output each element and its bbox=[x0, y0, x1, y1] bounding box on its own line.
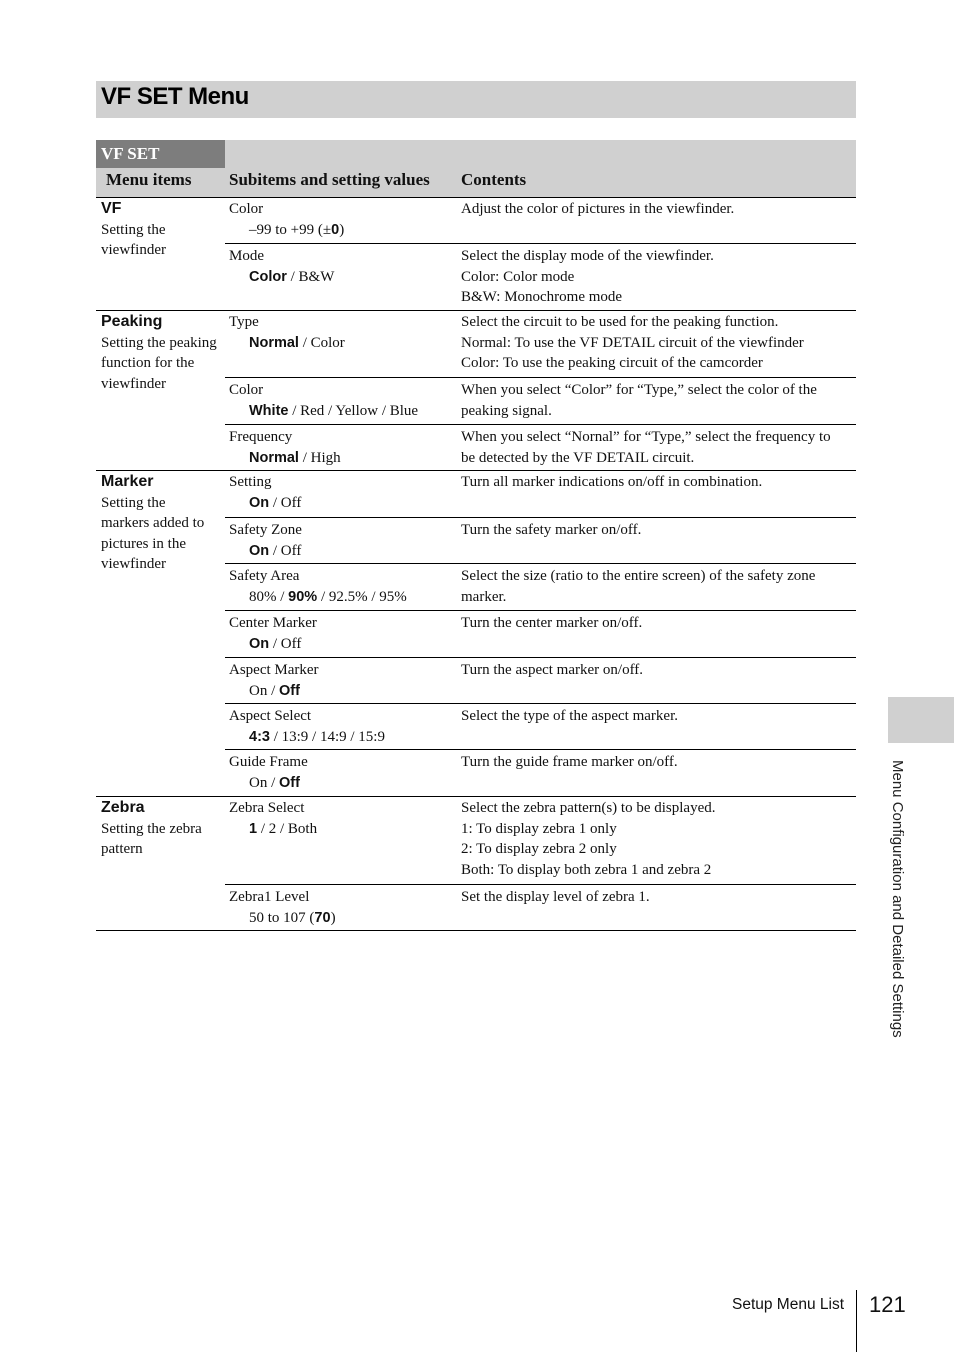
subitem-cell bbox=[229, 613, 454, 654]
menu-item-description: Setting the bbox=[101, 494, 166, 511]
menu-item-description: viewfinder bbox=[101, 375, 166, 392]
default-setting-value: 4:3 bbox=[249, 728, 270, 745]
menu-item-description: function for the bbox=[101, 355, 195, 371]
default-setting-value: Off bbox=[279, 774, 300, 791]
menu-item-description: pattern bbox=[101, 841, 143, 857]
menu-group bbox=[96, 197, 856, 311]
subitem-name: Zebra1 Level bbox=[229, 889, 310, 905]
menu-item-cell bbox=[101, 199, 223, 261]
subitem-cell bbox=[229, 312, 454, 353]
contents-line: marker. bbox=[461, 588, 507, 605]
table-row bbox=[225, 243, 856, 311]
setting-value: / Off bbox=[269, 494, 302, 511]
contents-cell bbox=[461, 752, 856, 773]
setting-value: ) bbox=[339, 221, 345, 238]
table-row bbox=[225, 563, 856, 611]
contents-cell bbox=[461, 246, 856, 308]
contents-line: Turn the safety marker on/off. bbox=[461, 522, 642, 538]
subitem-cell bbox=[229, 752, 454, 793]
menu-item-name: Peaking bbox=[101, 313, 163, 330]
contents-cell bbox=[461, 566, 856, 607]
default-setting-value: 70 bbox=[314, 909, 331, 926]
contents-line: B&W: Monochrome mode bbox=[461, 289, 623, 305]
contents-cell bbox=[461, 613, 856, 634]
contents-line: Turn the guide frame marker on/off. bbox=[461, 754, 678, 770]
setting-value: On / bbox=[249, 774, 279, 791]
setting-value: –99 to +99 (± bbox=[249, 221, 332, 238]
contents-line: Select the display mode of the viewfinder. bbox=[461, 248, 714, 264]
setting-values bbox=[229, 908, 454, 929]
contents-cell bbox=[461, 427, 856, 468]
contents-cell bbox=[461, 199, 856, 220]
contents-line: peaking signal. bbox=[461, 402, 552, 419]
contents-cell bbox=[461, 660, 856, 681]
default-setting-value: Normal bbox=[249, 334, 299, 351]
subitem-name: Zebra Select bbox=[229, 800, 305, 816]
menu-item-description: viewfinder bbox=[101, 242, 166, 258]
setting-value: / 2 / Both bbox=[257, 820, 318, 837]
setting-values bbox=[229, 541, 454, 562]
menu-item-description: pictures in the bbox=[101, 535, 186, 552]
table-row bbox=[225, 517, 856, 564]
contents-line: Turn the center marker on/off. bbox=[461, 615, 643, 631]
contents-line: Color: Color mode bbox=[461, 268, 575, 285]
contents-cell bbox=[461, 706, 856, 727]
subitem-name: Type bbox=[229, 314, 259, 330]
menu-item-cell bbox=[101, 798, 223, 860]
subitem-cell bbox=[229, 472, 454, 513]
menu-item-cell bbox=[101, 312, 223, 394]
title-bar bbox=[96, 81, 856, 118]
setting-values bbox=[229, 401, 454, 422]
page-title: VF SET Menu bbox=[101, 83, 249, 110]
subitem-name: Frequency bbox=[229, 429, 293, 445]
subitem-cell bbox=[229, 380, 454, 421]
footer-section-label: Setup Menu List bbox=[731, 1296, 844, 1313]
setting-value: / Off bbox=[269, 542, 302, 559]
contents-line: Turn all marker indications on/off in combination. bbox=[461, 474, 763, 490]
menu-group bbox=[96, 310, 856, 471]
setting-value: ) bbox=[330, 909, 336, 926]
subitem-cell bbox=[229, 706, 454, 747]
contents-cell bbox=[461, 887, 856, 908]
menu-item-name: Marker bbox=[101, 473, 154, 490]
setting-value: / 13:9 / 14:9 / 15:9 bbox=[269, 728, 385, 745]
subitem-cell bbox=[229, 887, 454, 928]
contents-line: Select the type of the aspect marker. bbox=[461, 708, 678, 724]
subitem-name: Mode bbox=[229, 248, 264, 264]
table-row bbox=[225, 884, 856, 931]
setting-values bbox=[229, 681, 454, 702]
menu-group bbox=[96, 796, 856, 931]
table-header bbox=[96, 140, 856, 198]
subitem-name: Aspect Select bbox=[229, 708, 312, 724]
subitem-cell bbox=[229, 660, 454, 701]
table-row bbox=[225, 703, 856, 750]
column-header-contents: Contents bbox=[461, 170, 527, 189]
side-tab-text: Menu Configuration and Detailed Settings bbox=[889, 760, 906, 1038]
side-tab bbox=[888, 697, 954, 743]
table-row bbox=[225, 796, 856, 884]
setting-values bbox=[229, 448, 454, 469]
setting-values bbox=[229, 587, 454, 608]
menu-group bbox=[96, 470, 856, 797]
contents-line: Select the circuit to be used for the peaking function. bbox=[461, 314, 779, 330]
menu-item-cell bbox=[101, 472, 223, 575]
setting-values bbox=[229, 267, 454, 288]
subitem-cell bbox=[229, 566, 454, 607]
column-header-menu-items: Menu items bbox=[106, 170, 192, 189]
subitem-name: Color bbox=[229, 382, 264, 398]
subitem-name: Setting bbox=[229, 474, 272, 490]
default-setting-value: 0 bbox=[331, 221, 340, 238]
setting-values bbox=[229, 220, 454, 241]
contents-line: When you select “Color” for “Type,” select the color of the bbox=[461, 382, 817, 398]
subitem-cell bbox=[229, 427, 454, 468]
subitem-name: Safety Area bbox=[229, 568, 300, 584]
contents-line: Select the zebra pattern(s) to be displayed. bbox=[461, 800, 716, 816]
setting-value: / 92.5% / 95% bbox=[317, 588, 407, 605]
column-header-subitems: Subitems and setting values bbox=[229, 170, 430, 189]
table-row bbox=[225, 424, 856, 471]
setting-value: / B&W bbox=[286, 268, 335, 285]
contents-cell bbox=[461, 798, 856, 880]
table-row bbox=[225, 310, 856, 377]
contents-line: Set the display level of zebra 1. bbox=[461, 889, 650, 905]
menu-item-description: Setting the peaking bbox=[101, 334, 217, 351]
contents-line: Both: To display both zebra 1 and zebra 2 bbox=[461, 861, 712, 878]
default-setting-value: Normal bbox=[249, 449, 299, 466]
setting-value: / Color bbox=[298, 334, 345, 351]
subitem-name: Aspect Marker bbox=[229, 662, 319, 678]
contents-line: Turn the aspect marker on/off. bbox=[461, 662, 644, 678]
table-row bbox=[225, 610, 856, 658]
subitem-cell bbox=[229, 798, 454, 839]
default-setting-value: On bbox=[249, 635, 270, 652]
subitem-cell bbox=[229, 520, 454, 561]
default-setting-value: White bbox=[249, 402, 289, 419]
contents-line: be detected by the VF DETAIL circuit. bbox=[461, 449, 695, 466]
default-setting-value: Off bbox=[279, 682, 300, 699]
page-number: 121 bbox=[869, 1292, 906, 1317]
setting-value: / Off bbox=[269, 635, 302, 652]
table-row bbox=[225, 749, 856, 797]
contents-line: Normal: To use the VF DETAIL circuit of the viewfinder bbox=[461, 334, 804, 351]
table-tab-label: VF SET bbox=[96, 140, 225, 168]
default-setting-value: Color bbox=[249, 268, 287, 285]
menu-item-name: VF bbox=[101, 200, 122, 217]
setting-value: 50 to 107 ( bbox=[249, 909, 315, 926]
menu-item-description: markers added to bbox=[101, 515, 205, 531]
subitem-name: Safety Zone bbox=[229, 522, 302, 538]
setting-value: On / bbox=[249, 682, 279, 699]
default-setting-value: 1 bbox=[249, 820, 258, 837]
default-setting-value: On bbox=[249, 494, 270, 511]
setting-values bbox=[229, 819, 454, 840]
table-row bbox=[225, 470, 856, 517]
subitem-name: Color bbox=[229, 201, 264, 217]
setting-value: / High bbox=[298, 449, 341, 466]
contents-line: 2: To display zebra 2 only bbox=[461, 841, 617, 857]
table-row bbox=[225, 197, 856, 243]
subitem-cell bbox=[229, 246, 454, 287]
setting-values bbox=[229, 727, 454, 748]
subitem-name: Guide Frame bbox=[229, 754, 308, 770]
menu-item-description: viewfinder bbox=[101, 556, 166, 572]
table-row bbox=[225, 377, 856, 425]
setting-value: 80% / bbox=[249, 588, 289, 605]
setting-values bbox=[229, 493, 454, 514]
default-setting-value: On bbox=[249, 542, 270, 559]
contents-line: Select the size (ratio to the entire screen) of the safety zone bbox=[461, 568, 816, 584]
menu-item-description: Setting the bbox=[101, 221, 166, 238]
menu-item-description: Setting the zebra bbox=[101, 820, 202, 837]
footer-divider bbox=[856, 1290, 857, 1352]
setting-values bbox=[229, 333, 454, 354]
contents-cell bbox=[461, 472, 856, 493]
menu-item-name: Zebra bbox=[101, 799, 145, 816]
contents-line: Adjust the color of pictures in the viewfinder. bbox=[461, 201, 735, 217]
setting-values bbox=[229, 634, 454, 655]
setting-values bbox=[229, 773, 454, 794]
contents-cell bbox=[461, 520, 856, 541]
subitem-cell bbox=[229, 199, 454, 240]
subitem-name: Center Marker bbox=[229, 615, 317, 631]
table-row bbox=[225, 657, 856, 704]
contents-cell bbox=[461, 380, 856, 421]
setting-value: / Red / Yellow / Blue bbox=[288, 402, 419, 419]
contents-line: Color: To use the peaking circuit of the camcorder bbox=[461, 355, 763, 371]
contents-cell bbox=[461, 312, 856, 374]
default-setting-value: 90% bbox=[288, 588, 318, 605]
contents-line: 1: To display zebra 1 only bbox=[461, 820, 617, 837]
contents-line: When you select “Nornal” for “Type,” select the frequency to bbox=[461, 429, 831, 445]
